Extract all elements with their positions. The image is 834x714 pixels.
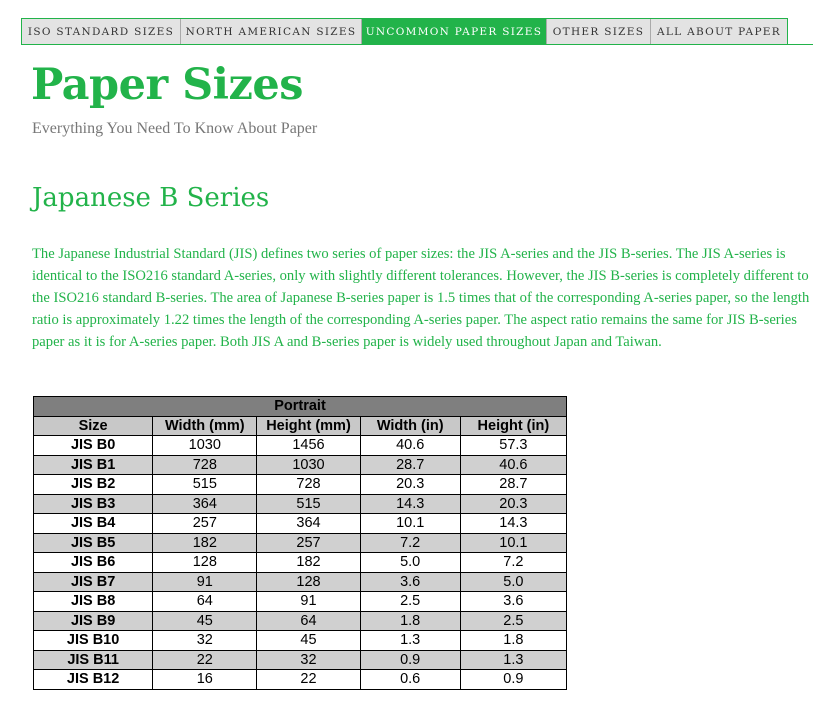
width-mm-cell: 45 — [153, 611, 257, 631]
width-mm-cell: 91 — [153, 572, 257, 592]
table-row — [34, 592, 567, 612]
nav-divider — [21, 44, 813, 45]
table-row — [34, 514, 567, 534]
width-in-cell: 7.2 — [360, 533, 460, 553]
height-mm-cell: 128 — [257, 572, 360, 592]
size-cell: JIS B7 — [34, 572, 153, 592]
width-in-cell: 28.7 — [360, 455, 460, 475]
table-body — [34, 436, 567, 690]
width-mm-cell: 515 — [153, 475, 257, 495]
size-cell: JIS B8 — [34, 592, 153, 612]
width-mm-cell: 16 — [153, 670, 257, 690]
width-in-cell: 14.3 — [360, 494, 460, 514]
height-mm-cell: 22 — [257, 670, 360, 690]
height-in-cell: 1.3 — [460, 650, 566, 670]
height-mm-cell: 32 — [257, 650, 360, 670]
height-mm-cell: 364 — [257, 514, 360, 534]
height-in-cell: 20.3 — [460, 494, 566, 514]
size-cell: JIS B4 — [34, 514, 153, 534]
height-mm-cell: 728 — [257, 475, 360, 495]
table-row — [34, 475, 567, 495]
width-in-cell: 2.5 — [360, 592, 460, 612]
size-cell: JIS B0 — [34, 436, 153, 456]
width-mm-cell: 32 — [153, 631, 257, 651]
width-in-cell: 20.3 — [360, 475, 460, 495]
width-mm-cell: 182 — [153, 533, 257, 553]
height-mm-cell: 64 — [257, 611, 360, 631]
height-in-cell: 57.3 — [460, 436, 566, 456]
section-title: Japanese B Series — [32, 183, 270, 213]
width-in-cell: 5.0 — [360, 553, 460, 573]
height-mm-cell: 1456 — [257, 436, 360, 456]
size-cell: JIS B5 — [34, 533, 153, 553]
table-row — [34, 436, 567, 456]
column-header-width-mm: Width (mm) — [153, 416, 257, 436]
table-row — [34, 533, 567, 553]
height-in-cell: 5.0 — [460, 572, 566, 592]
table-row — [34, 670, 567, 690]
width-in-cell: 1.8 — [360, 611, 460, 631]
nav-item-other-sizes[interactable]: OTHER SIZES — [547, 19, 651, 44]
width-in-cell: 1.3 — [360, 631, 460, 651]
width-in-cell: 10.1 — [360, 514, 460, 534]
width-mm-cell: 22 — [153, 650, 257, 670]
height-in-cell: 3.6 — [460, 592, 566, 612]
table-row — [34, 455, 567, 475]
size-cell: JIS B2 — [34, 475, 153, 495]
table-caption: Portrait — [34, 397, 567, 417]
site-title[interactable]: Paper Sizes — [31, 60, 303, 110]
column-header-height-mm: Height (mm) — [257, 416, 360, 436]
height-in-cell: 28.7 — [460, 475, 566, 495]
width-mm-cell: 728 — [153, 455, 257, 475]
size-cell: JIS B9 — [34, 611, 153, 631]
height-in-cell: 40.6 — [460, 455, 566, 475]
nav-item-all-about-paper[interactable]: ALL ABOUT PAPER — [657, 25, 781, 38]
height-in-cell: 7.2 — [460, 553, 566, 573]
nav-item-iso-standard-sizes[interactable]: ISO STANDARD SIZES — [22, 19, 181, 44]
width-mm-cell: 128 — [153, 553, 257, 573]
height-in-cell: 1.8 — [460, 631, 566, 651]
width-in-cell: 0.6 — [360, 670, 460, 690]
column-header-size: Size — [34, 416, 153, 436]
site-tagline: Everything You Need To Know About Paper — [32, 120, 318, 137]
table-row — [34, 494, 567, 514]
width-in-cell: 3.6 — [360, 572, 460, 592]
size-cell: JIS B11 — [34, 650, 153, 670]
width-mm-cell: 64 — [153, 592, 257, 612]
height-mm-cell: 515 — [257, 494, 360, 514]
height-in-cell: 10.1 — [460, 533, 566, 553]
table-row — [34, 553, 567, 573]
height-in-cell: 0.9 — [460, 670, 566, 690]
height-mm-cell: 182 — [257, 553, 360, 573]
width-mm-cell: 257 — [153, 514, 257, 534]
top-nav — [21, 18, 788, 45]
table-row — [34, 631, 567, 651]
height-mm-cell: 1030 — [257, 455, 360, 475]
height-mm-cell: 257 — [257, 533, 360, 553]
column-header-width-in: Width (in) — [360, 416, 460, 436]
table-row — [34, 611, 567, 631]
size-cell: JIS B3 — [34, 494, 153, 514]
height-in-cell: 14.3 — [460, 514, 566, 534]
column-header-height-in: Height (in) — [460, 416, 566, 436]
nav-item-uncommon-paper-sizes[interactable]: UNCOMMON PAPER SIZES — [362, 19, 547, 44]
size-cell: JIS B1 — [34, 455, 153, 475]
width-in-cell: 40.6 — [360, 436, 460, 456]
paper-size-table — [33, 396, 567, 690]
table-row — [34, 650, 567, 670]
width-in-cell: 0.9 — [360, 650, 460, 670]
size-cell: JIS B6 — [34, 553, 153, 573]
height-in-cell: 2.5 — [460, 611, 566, 631]
intro-paragraph: The Japanese Industrial Standard (JIS) defines two series of paper sizes: the JIS A-series and the JIS B-series. The JIS A-series is identical to the ISO216 standard A-series, only with slightly different tolerances. However, the JIS B-series is completely different to the ISO216 standard B-series. The area of Japanese B-series paper is 1.5 times that of the corresponding A-series paper, so the length ratio is approximately 1.22 times the length of the corresponding A-series paper. The aspect ratio remains the same for JIS B-series paper as it is for A-series paper. Both JIS A and B-series paper is widely used throughout Japan and Taiwan. — [32, 246, 810, 350]
size-cell: JIS B10 — [34, 631, 153, 651]
height-mm-cell: 91 — [257, 592, 360, 612]
nav-item-north-american-sizes[interactable]: NORTH AMERICAN SIZES — [181, 19, 362, 44]
size-cell: JIS B12 — [34, 670, 153, 690]
width-mm-cell: 1030 — [153, 436, 257, 456]
table-row — [34, 572, 567, 592]
width-mm-cell: 364 — [153, 494, 257, 514]
height-mm-cell: 45 — [257, 631, 360, 651]
